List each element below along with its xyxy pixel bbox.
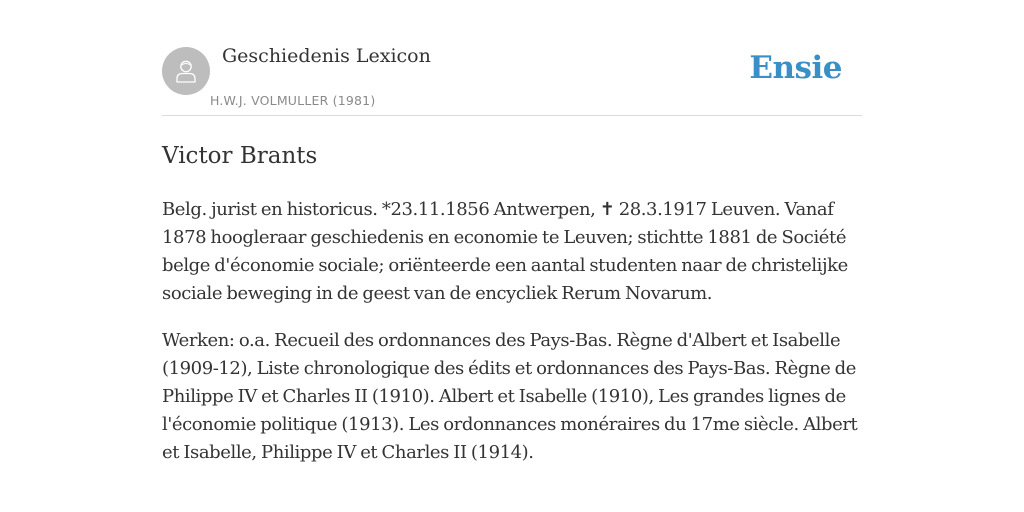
page-content: [162, 0, 862, 467]
article-paragraph: Belg. jurist en historicus. *23.11.1856 Antwerpen, ✝ 28.3.1917 Leuven. Vanaf 1878 hoogleraar geschiedenis en economie te Leuven; stichtte 1881 de Société belge d'économie sociale; oriënteerde een aantal studenten naar de christelijke sociale beweging in de geest van de encycliek Rerum Novarum.: [162, 199, 848, 304]
article-title: Victor Brants: [162, 143, 318, 169]
avatar[interactable]: [162, 47, 210, 95]
source-header: [162, 0, 862, 116]
brand-logo[interactable]: Ensie: [749, 50, 842, 86]
source-name[interactable]: Geschiedenis Lexicon: [222, 45, 431, 67]
source-author: H.W.J. VOLMULLER (1981): [210, 93, 376, 108]
article-paragraph: Werken: o.a. Recueil des ordonnances des Pays-Bas. Règne d'Albert et Isabelle (1909-12), Liste chronologique des édits et ordonnances des Pays-Bas. Règne de Philippe IV et Charles II (1910). Albert et Isabelle (1910), Les grandes lignes de l'économie politique (1913). Les ordonnances monéraires du 17me siècle. Albert et Isabelle, Philippe IV et Charles II (1914).: [162, 330, 858, 463]
user-icon: [171, 56, 201, 86]
